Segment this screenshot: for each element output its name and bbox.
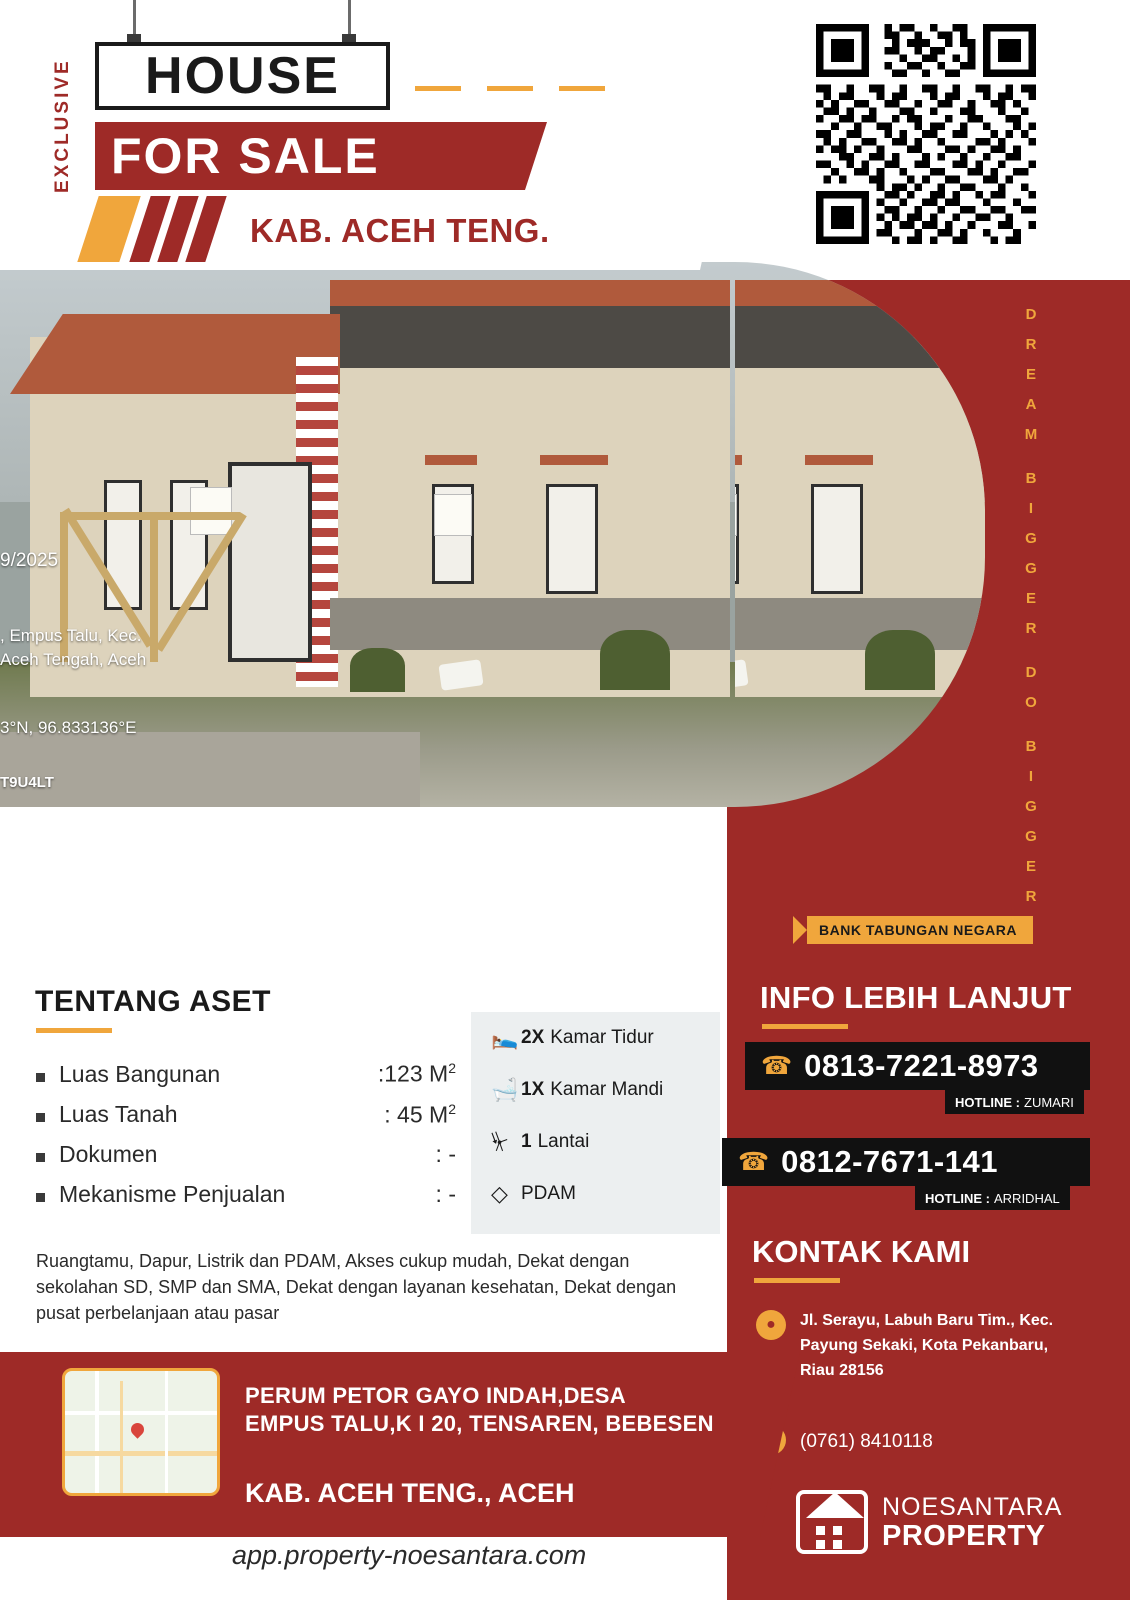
feature-label: PDAM [521,1183,576,1204]
contact-title: KONTAK KAMI [752,1234,971,1269]
bullet-icon [36,1193,45,1202]
feature-count: 2X [521,1027,545,1048]
photo-front-door [228,462,312,662]
slogan-letter: D [1025,306,1039,323]
slogan-letter: G [1025,828,1039,845]
slogan-letter: G [1025,560,1039,577]
spec-row [36,1141,456,1168]
website-url[interactable]: app.property-noesantara.com [232,1540,587,1570]
phone-number[interactable]: 0812-7671-141 [781,1144,998,1179]
spec-label: Mekanisme Penjualan [59,1181,286,1208]
logo-name-top: NOESANTARA [882,1493,1063,1521]
hotline-label-2: HOTLINE : ARRIDHAL [915,1186,1070,1210]
asset-spec-list [36,1060,456,1221]
location-pin-icon: ● [756,1310,786,1340]
map-pin-icon [128,1420,146,1438]
slogan-letter: M [1024,426,1040,443]
exclusive-label: EXCLUSIVE [52,58,73,193]
spec-row [36,1101,456,1129]
header-dashes [415,78,631,96]
feature-row [471,1012,720,1064]
office-address: Jl. Serayu, Labuh Baru Tim., Kec. Payung Sekaki, Kota Pekanbaru, Riau 28156 [800,1312,1054,1379]
water-drop-icon: ◇ [491,1181,508,1206]
spec-label: Dokumen [59,1141,158,1168]
photo-grass [350,648,405,692]
slogan-letter: I [1028,500,1036,517]
photo-window [546,484,598,594]
bullet-icon [36,1073,45,1082]
company-logo [796,1490,1062,1554]
phone-chip-1[interactable] [745,1042,1090,1090]
photo-overlay-address-1: , Empus Talu, Kec. [0,626,142,645]
photo-window-sill [540,455,608,465]
spec-label: Luas Bangunan [59,1060,221,1087]
chain-link [348,0,351,36]
spec-value: :123 $M^2$ [377,1060,456,1087]
feature-count: 1 [521,1131,532,1152]
about-asset-title: TENTANG ASET [35,985,271,1018]
photo-window-sill [425,455,477,465]
asset-description: Ruangtamu, Dapur, Listrik dan PDAM, Akses cukup mudah, Dekat dengan sekolahan SD, SMP dan SMA, Dekat dengan layanan kesehatan, Dekat dengan pusat perbelanjaan atau pasar [36,1251,677,1323]
bullet-icon [36,1113,45,1122]
spec-value: : 45 $M^2$ [384,1100,456,1128]
dream-bigger-slogan [1012,300,1052,912]
bath-icon: 🛁 [491,1077,519,1102]
slogan-letter: G [1025,530,1039,547]
house-title: HOUSE [145,47,340,105]
info-title: INFO LEBIH LANJUT [760,980,1072,1015]
chain-link [133,0,136,36]
property-photo [0,262,735,807]
photo-lower-wall [330,598,730,650]
slogan-letter: O [1025,694,1039,711]
photo-paper-notice [434,494,472,536]
feature-row [471,1116,720,1168]
header-banner [0,0,760,290]
house-logo-icon [796,1490,868,1554]
slogan-letter: E [1025,590,1038,607]
slogan-letter: B [1025,470,1039,487]
house-title-box [95,42,390,110]
phone-icon: ☎ [738,1148,770,1176]
slogan-letter: E [1025,858,1038,875]
slogan-letter: E [1025,366,1038,383]
photo-roof-fascia [330,306,730,368]
slogan-letter: A [1025,396,1039,413]
photo-overlay-code: T9U4LT [0,774,54,791]
property-address-line1: PERUM PETOR GAYO INDAH,DESA EMPUS TALU,K I 20, TENSAREN, BEBESEN [245,1383,714,1436]
photo-grass [600,630,670,690]
contact-title-underline [754,1278,840,1283]
property-photo-circle [735,262,985,807]
photo-overlay-address-2: Aceh Tengah, Aceh [0,650,147,669]
bullet-icon [36,1153,45,1162]
spec-row [36,1060,456,1088]
office-telephone[interactable]: (0761) 8410118 [800,1431,933,1452]
photo-window [104,480,142,610]
feature-label: Kamar Tidur [550,1027,654,1048]
spec-label: Luas Tanah [59,1101,178,1128]
phone-icon: ☎ [761,1052,793,1080]
photo-roof-left [10,314,340,394]
feature-label: Kamar Mandi [550,1079,664,1100]
photo-paper-notice [190,487,232,535]
feature-label: Lantai [537,1131,590,1152]
map-thumbnail[interactable] [62,1368,220,1496]
slogan-letter: R [1025,620,1039,637]
bank-tag: BANK TABUNGAN NEGARA [793,916,1033,944]
hotline-label-1: HOTLINE : ZUMARI [945,1090,1084,1114]
for-sale-title: FOR SALE [111,128,380,184]
slogan-letter: D [1025,664,1039,681]
feature-count: 1X [521,1079,545,1100]
spec-value: : - [435,1181,456,1208]
spec-row [36,1181,456,1208]
phone-number[interactable]: 0813-7221-8973 [804,1048,1039,1083]
slogan-letter: G [1025,798,1039,815]
photo-overlay-date: 9/2025 [0,550,59,571]
phone-chip-2[interactable] [722,1138,1090,1186]
slogan-letter: R [1025,888,1039,905]
slogan-letter: R [1025,336,1039,353]
photo-road [0,732,420,807]
for-sale-band [95,122,525,190]
logo-name-bottom: PROPERTY [882,1520,1046,1552]
slogan-letter: I [1028,768,1036,785]
photo-overlay-coordinates: 3°N, 96.833136°E [0,718,137,737]
feature-row [471,1064,720,1116]
qr-code[interactable] [806,14,1046,254]
stairs-icon: ⏧ [491,1129,509,1154]
region-title: KAB. ACEH TENG. [250,212,550,249]
spec-value: : - [435,1141,456,1168]
about-title-underline [36,1028,112,1033]
qr-code-image [816,24,1036,244]
property-address-line2: KAB. ACEH TENG., ACEH [245,1478,575,1508]
feature-row [471,1168,720,1220]
feature-summary-box [471,1012,720,1234]
slogan-letter: B [1025,738,1039,755]
bed-icon: 🛌 [491,1025,519,1050]
info-title-underline [762,1024,848,1029]
